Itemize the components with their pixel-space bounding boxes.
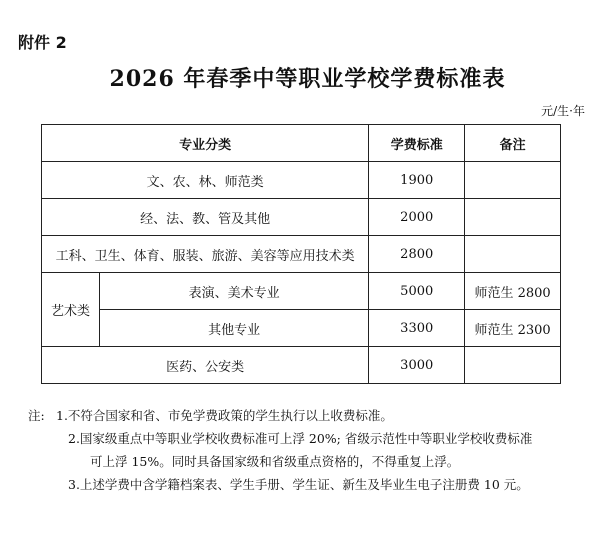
row-fee: 1900 [369, 162, 465, 199]
table-row [42, 273, 561, 310]
row-remark: 师范生 2800 [465, 273, 561, 310]
row-fee: 2000 [369, 199, 465, 236]
attachment-label: 附件 2 [18, 33, 67, 52]
header-category: 专业分类 [42, 125, 369, 162]
fee-table [41, 124, 561, 384]
table-row [42, 347, 561, 384]
header-fee: 学费标准 [369, 125, 465, 162]
row-remark [465, 347, 561, 384]
row-category: 文、农、林、师范类 [42, 162, 369, 199]
note-item: 可上浮 15%。同时具备国家级和省级重点资格的，不得重复上浮。 [90, 454, 460, 469]
table-row [42, 162, 561, 199]
row-category: 表演、美术专业 [99, 273, 368, 310]
unit-label: 元/生·年 [541, 104, 585, 118]
note-item: 2.国家级重点中等职业学校收费标准可上浮 20%; 省级示范性中等职业学校收费标准 [68, 431, 533, 446]
note-text: 1.不符合国家和省、市免学费政策的学生执行以上收费标准。 [56, 408, 393, 423]
table-row [42, 199, 561, 236]
row-category: 工科、卫生、体育、服装、旅游、美容等应用技术类 [42, 236, 369, 273]
row-remark: 师范生 2300 [465, 310, 561, 347]
header-remark: 备注 [465, 125, 561, 162]
row-fee: 3300 [369, 310, 465, 347]
row-fee: 3000 [369, 347, 465, 384]
art-group-label: 艺术类 [42, 273, 100, 347]
notes-section [28, 404, 598, 496]
table-row [42, 236, 561, 273]
row-fee: 2800 [369, 236, 465, 273]
table-header-row [42, 125, 561, 162]
table-row [42, 310, 561, 347]
row-category: 其他专业 [99, 310, 368, 347]
row-category: 医药、公安类 [42, 347, 369, 384]
note-item: 3.上述学费中含学籍档案表、学生手册、学生证、新生及毕业生电子注册费 10 元。 [68, 477, 529, 492]
page-title: 2026 年春季中等职业学校学费标准表 [109, 66, 506, 92]
notes-label: 注: [28, 408, 45, 423]
row-fee: 5000 [369, 273, 465, 310]
row-category: 经、法、教、管及其他 [42, 199, 369, 236]
row-remark [465, 162, 561, 199]
note-item [28, 404, 598, 427]
row-remark [465, 236, 561, 273]
row-remark [465, 199, 561, 236]
